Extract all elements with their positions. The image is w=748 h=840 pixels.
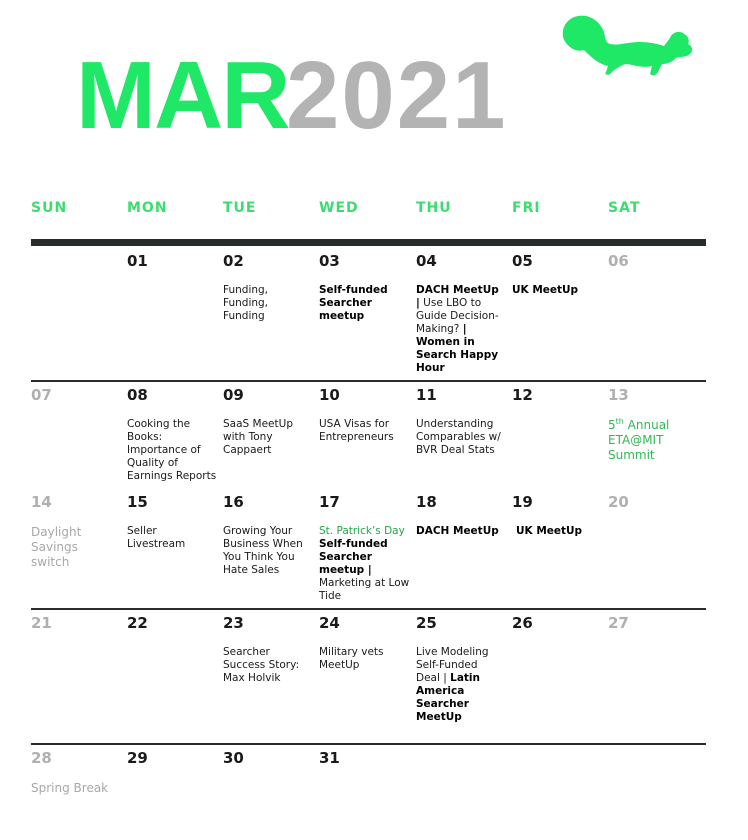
event-latam-meetup: Latin America Searcher MeetUp <box>416 672 480 723</box>
day-cell-03 <box>319 252 415 323</box>
day-number: 24 <box>319 614 340 632</box>
event-text: Growing Your Business When You Think You Hate Sales <box>223 525 303 576</box>
day-cell-27 <box>608 614 704 632</box>
week-divider <box>31 608 706 610</box>
weekday-fri: FRI <box>512 200 541 216</box>
event-eta-mit-summit <box>608 418 692 463</box>
week-divider <box>31 380 706 382</box>
weekday-thu: THU <box>416 200 452 216</box>
day-number: 27 <box>608 614 629 632</box>
day-number: 06 <box>608 252 629 270</box>
day-cell-24 <box>319 614 415 672</box>
event-text: Military vets MeetUp <box>319 646 384 671</box>
day-number: 13 <box>608 386 629 404</box>
event-women-in-search: | Women in Search Happy Hour <box>416 323 499 374</box>
day-cell-17 <box>319 493 415 603</box>
day-cell-01 <box>127 252 223 270</box>
weekday-tue: TUE <box>223 200 257 216</box>
day-number: 31 <box>319 749 340 767</box>
day-number: 12 <box>512 386 533 404</box>
day-cell-05 <box>512 252 608 297</box>
weekday-wed: WED <box>319 200 359 216</box>
day-cell-02 <box>223 252 319 323</box>
day-number: 23 <box>223 614 244 632</box>
day-number: 18 <box>416 493 437 511</box>
day-cell-29 <box>127 749 223 767</box>
day-cell-07 <box>31 386 127 404</box>
event-text: Daylight Savings switch <box>31 525 82 569</box>
day-number: 21 <box>31 614 52 632</box>
day-cell-25 <box>416 614 512 724</box>
day-cell-04 <box>416 252 512 375</box>
event-text: Spring Break <box>31 781 109 795</box>
event-text: USA Visas for Entrepreneurs <box>319 418 394 443</box>
event-text: UK MeetUp <box>512 284 579 296</box>
day-number: 20 <box>608 493 629 511</box>
day-number: 11 <box>416 386 437 404</box>
day-cell-21 <box>31 614 127 632</box>
event-text: DACH MeetUp <box>416 525 499 537</box>
week-divider <box>31 743 706 745</box>
event-text: Self-funded Searcher meetup <box>319 284 388 322</box>
event-lbo: Use LBO to Guide Decision-Making? <box>416 297 499 335</box>
event-live-modeling: Live Modeling Self-Funded Deal | <box>416 646 489 684</box>
day-number: 26 <box>512 614 533 632</box>
day-number: 16 <box>223 493 244 511</box>
day-cell-12 <box>512 386 608 404</box>
day-cell-13 <box>608 386 704 463</box>
day-cell-11 <box>416 386 512 457</box>
day-number: 30 <box>223 749 244 767</box>
event-ordinal-suffix: th <box>615 417 624 426</box>
event-text: Searcher Success Story: Max Holvik <box>223 646 300 684</box>
event-self-funded-meetup: Self-funded Searcher meetup | <box>319 538 388 576</box>
day-number: 17 <box>319 493 340 511</box>
day-number: 14 <box>31 493 52 511</box>
day-number: 29 <box>127 749 148 767</box>
event-text: UK MeetUp <box>516 525 583 537</box>
day-cell-10 <box>319 386 415 444</box>
day-number: 22 <box>127 614 148 632</box>
day-number: 07 <box>31 386 52 404</box>
day-cell-23 <box>223 614 319 685</box>
weekday-row <box>0 200 748 222</box>
day-cell-31 <box>319 749 415 767</box>
day-number: 15 <box>127 493 148 511</box>
day-cell-18 <box>416 493 512 538</box>
day-cell-15 <box>127 493 223 551</box>
event-text: Funding, Funding, Funding <box>223 284 269 322</box>
day-cell-26 <box>512 614 608 632</box>
day-cell-06 <box>608 252 704 270</box>
event-text: Cooking the Books: Importance of Quality of Earnings Reports <box>127 418 217 482</box>
day-cell-08 <box>127 386 223 483</box>
day-cell-20 <box>608 493 704 511</box>
weekday-sat: SAT <box>608 200 641 216</box>
event-text: Understanding Comparables w/ BVR Deal Stats <box>416 418 501 456</box>
event-marketing: Marketing at Low Tide <box>319 577 410 602</box>
day-cell-28 <box>31 749 127 796</box>
day-number: 25 <box>416 614 437 632</box>
day-number: 08 <box>127 386 148 404</box>
event-ordinal: 5 <box>608 418 616 432</box>
year-title: 2021 <box>286 42 508 149</box>
day-cell-30 <box>223 749 319 767</box>
calendar-top-bar <box>31 239 706 246</box>
event-text: SaaS MeetUp with Tony Cappaert <box>223 418 293 456</box>
day-number: 02 <box>223 252 244 270</box>
day-cell-16 <box>223 493 319 577</box>
month-title: MAR <box>76 42 289 149</box>
squirrel-icon <box>558 12 698 80</box>
weekday-sun: SUN <box>31 200 68 216</box>
day-cell-19 <box>512 493 608 538</box>
event-text: Annual ETA@MIT Summit <box>608 418 670 462</box>
day-number: 04 <box>416 252 437 270</box>
day-number: 03 <box>319 252 340 270</box>
event-st-patricks-day: St. Patrick’s Day <box>319 525 405 537</box>
day-number: 10 <box>319 386 340 404</box>
day-cell-22 <box>127 614 223 632</box>
day-number: 09 <box>223 386 244 404</box>
day-cell-14 <box>31 493 127 570</box>
event-text: Seller Livestream <box>127 525 186 550</box>
event-dach-meetup: DACH MeetUp | <box>416 284 499 309</box>
day-cell-09 <box>223 386 319 457</box>
weekday-mon: MON <box>127 200 168 216</box>
day-number: 19 <box>512 493 533 511</box>
day-number: 01 <box>127 252 148 270</box>
calendar-header <box>0 0 748 170</box>
day-number: 28 <box>31 749 52 767</box>
day-number: 05 <box>512 252 533 270</box>
